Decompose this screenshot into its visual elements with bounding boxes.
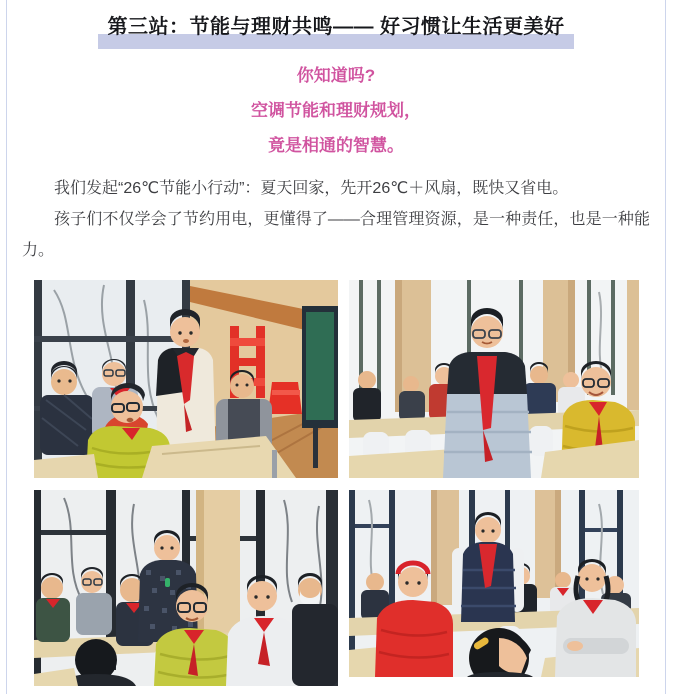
- intro-line: 你知道吗?: [296, 66, 376, 85]
- page-title: 第三站：节能与理财共鸣—— 好习惯让生活更美好: [107, 16, 565, 38]
- photo-classroom-standing-boy-blue[interactable]: [349, 280, 639, 478]
- left-seated-kids: [36, 567, 154, 646]
- article-page: [6, 0, 666, 694]
- red-stool: [268, 382, 302, 414]
- photo-classroom-standing-boy-vest[interactable]: [349, 490, 639, 677]
- photo-classroom-standing-boy-pattern[interactable]: [34, 490, 338, 686]
- photo-row-top: [34, 280, 650, 478]
- intro-line: 空调节能和理财规划，: [251, 101, 421, 120]
- photo-classroom-standing-boy-cream[interactable]: [34, 280, 338, 478]
- title-section: [22, 14, 650, 40]
- photo-grid: [34, 280, 650, 686]
- body-paragraphs: [22, 173, 650, 266]
- photo-row-bottom: [34, 490, 650, 686]
- intro-block: [22, 58, 650, 163]
- paragraph: 我们发起“26℃节能小行动”：夏天回家，先开26℃＋风扇，既快又省电。: [54, 180, 569, 197]
- paragraph: 孩子们不仅学会了节约用电，更懂得了——合理管理资源，是一种责任，也是一种能力。: [22, 211, 650, 259]
- intro-line: 竟是相通的智慧。: [268, 136, 404, 155]
